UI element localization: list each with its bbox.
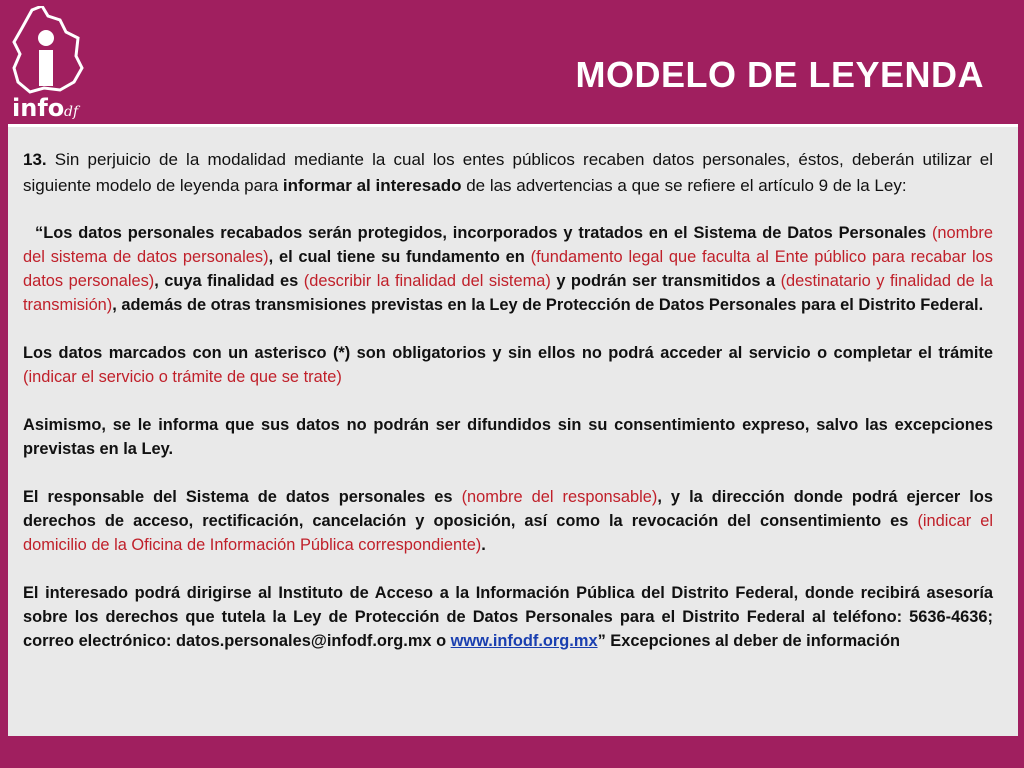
bottom-band <box>0 740 1024 768</box>
responsible-text-1: El responsable del Sistema de datos personales es <box>23 488 462 506</box>
disclosure-text: Asimismo, se le informa que sus datos no podrán ser difundidos sin su consentimiento expreso, salvo las excepciones previstas en la Ley. <box>23 416 993 458</box>
logo-text: info <box>12 94 65 122</box>
contact-text-2: ” Excepciones al deber de información <box>597 632 900 650</box>
legend-text-4: y podrán ser transmitidos a <box>550 272 781 290</box>
placeholder-responsible: (nombre del responsable) <box>461 488 658 506</box>
page-title: MODELO DE LEYENDA <box>575 54 984 95</box>
body-icon <box>39 50 53 86</box>
legend-text <box>23 147 993 677</box>
head-icon <box>38 30 54 46</box>
legend-text-5: , además de otras transmisiones previstas en la Ley de Protección de Datos Personales para el Distrito Federal. <box>112 296 984 314</box>
responsible-text-3: . <box>481 536 486 554</box>
legend-text-2: , el cual tiene su fundamento en <box>268 248 531 266</box>
contact-text-1: El interesado podrá dirigirse al Instituto de Acceso a la Información Pública del Distrito Federal, donde recibirá asesoría sobre los derechos que tutela la Ley de Protección de Datos Personales para el Distrito Federal al teléfono: 5636-4636; correo electrónico: datos.personales@infodf.org.mx o <box>23 584 993 650</box>
placeholder-address: (indicar el domicilio de la Oficina de Información Pública correspondiente) <box>23 512 993 554</box>
article-number: 13. <box>23 150 47 169</box>
intro-text-1: Sin perjuicio de la modalidad mediante la cual los entes públicos recaben datos personales, éstos, deberán utilizar el siguiente modelo de leyenda para <box>23 150 993 195</box>
placeholder-service: (indicar el servicio o trámite de que se trate) <box>23 368 342 386</box>
placeholder-legal-basis: (fundamento legal que faculta al Ente público para recabar los datos personales) <box>23 248 993 290</box>
logo-suffix: df <box>64 104 79 120</box>
paragraph-mandatory <box>23 341 993 389</box>
intro-bold: informar al interesado <box>282 176 462 195</box>
placeholder-recipient: (destinatario y finalidad de la transmisión) <box>23 272 994 314</box>
placeholder-purpose: (describir la finalidad del sistema) <box>303 272 551 290</box>
placeholder-system-name: (nombre del sistema de datos personales) <box>23 224 993 266</box>
intro-text-2: de las advertencias a que se refiere el artículo 9 de la Ley: <box>461 176 907 195</box>
responsible-text-2: , y la dirección donde podrá ejercer los derechos de acceso, rectificación, cancelación y oposición, así como la revocación del consentimiento es <box>23 488 993 530</box>
mandatory-text: Los datos marcados con un asterisco (*) son obligatorios y sin ellos no podrá acceder al servicio o completar el trámite <box>23 344 993 362</box>
website-link[interactable]: www.infodf.org.mx <box>450 632 598 650</box>
legend-text-3: , cuya finalidad es <box>154 272 304 290</box>
legend-text-1: “Los datos personales recabados serán protegidos, incorporados y tratados en el Sistema de Datos Personales <box>35 224 932 242</box>
paragraph-intro <box>23 147 993 199</box>
paragraph-contact <box>23 581 993 653</box>
paragraph-legend <box>23 221 993 317</box>
infodf-logo <box>8 6 84 122</box>
paragraph-responsible <box>23 485 993 557</box>
paragraph-disclosure <box>23 413 993 461</box>
infodf-logo-mark <box>8 6 84 122</box>
